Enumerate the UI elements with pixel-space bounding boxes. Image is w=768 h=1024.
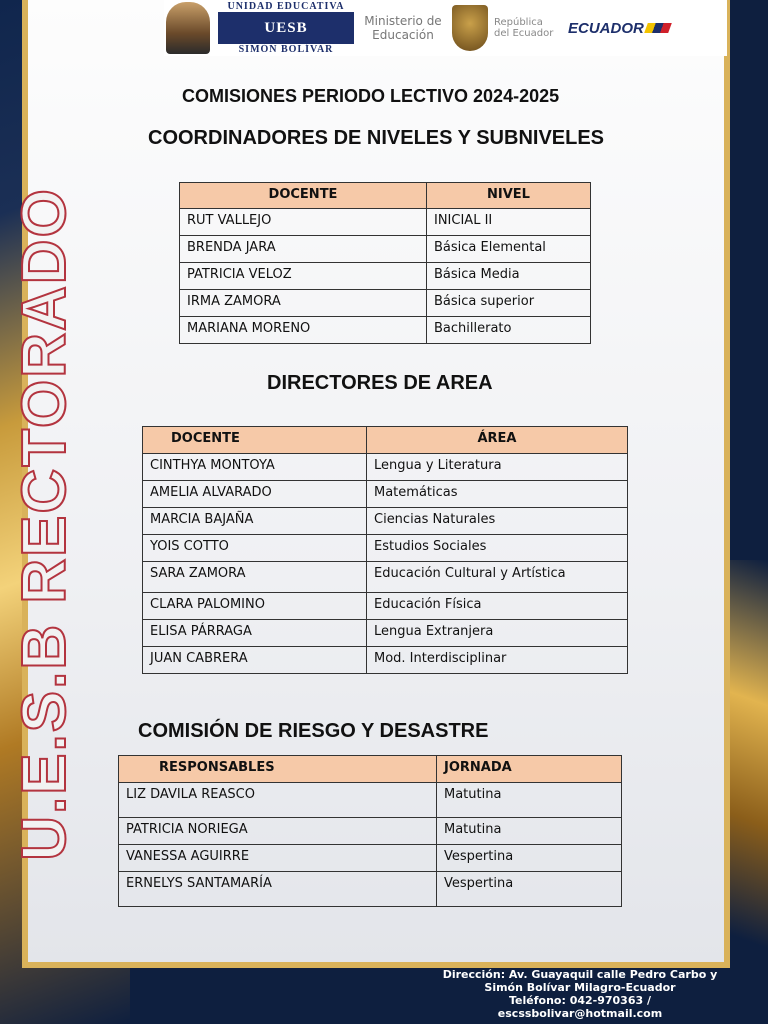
table-row — [143, 454, 628, 481]
docente-cell: YOIS COTTO — [143, 535, 367, 562]
school-line3: SIMÓN BOLÍVAR — [218, 44, 354, 55]
docente-cell: IRMA ZAMORA — [180, 290, 427, 317]
footer-phone: Teléfono: 042-970363 / escssbolivar@hotmail.com — [497, 994, 663, 1020]
jornada-cell: Vespertina — [437, 872, 622, 907]
column-header-responsables: RESPONSABLES — [119, 756, 437, 783]
coordinadores-table — [179, 182, 591, 344]
table-row — [119, 783, 622, 818]
column-header-area: ÁREA — [367, 427, 628, 454]
table-row — [180, 236, 591, 263]
comision-title: COMISIÓN DE RIESGO Y DESASTRE — [138, 720, 489, 742]
table-row — [180, 209, 591, 236]
responsable-cell: VANESSA AGUIRRE — [119, 845, 437, 872]
table-row — [143, 620, 628, 647]
jornada-cell: Vespertina — [437, 845, 622, 872]
area-cell: Ciencias Naturales — [367, 508, 628, 535]
coordinadores-title: COORDINADORES DE NIVELES Y SUBNIVELES — [148, 127, 605, 149]
docente-cell: RUT VALLEJO — [180, 209, 427, 236]
column-header-jornada: JORNADA — [437, 756, 622, 783]
area-cell: Estudios Sociales — [367, 535, 628, 562]
table-row — [143, 508, 628, 535]
column-header-docente: DOCENTE — [180, 183, 427, 209]
table-header-row — [143, 427, 628, 454]
footer-contact — [430, 968, 730, 1020]
table-header-row — [180, 183, 591, 209]
table-row — [143, 593, 628, 620]
table-row — [180, 290, 591, 317]
docente-cell: AMELIA ALVARADO — [143, 481, 367, 508]
nivel-cell: Básica superior — [427, 290, 591, 317]
coat-of-arms-icon — [452, 5, 488, 51]
table-row — [143, 535, 628, 562]
footer-address: Dirección: Av. Guayaquil calle Pedro Carbo y Simón Bolívar Milagro-Ecuador — [442, 968, 718, 994]
table-row — [119, 818, 622, 845]
column-header-docente: DOCENTE — [143, 427, 367, 454]
nivel-cell: INICIAL II — [427, 209, 591, 236]
docente-cell: CLARA PALOMINO — [143, 593, 367, 620]
jornada-cell: Matutina — [437, 783, 622, 818]
table-row — [143, 562, 628, 593]
jornada-cell: Matutina — [437, 818, 622, 845]
table-row — [143, 647, 628, 674]
responsable-cell: PATRICIA NORIEGA — [119, 818, 437, 845]
table-row — [119, 872, 622, 907]
comision-table — [118, 755, 622, 907]
table-row — [180, 263, 591, 290]
responsable-cell: ERNELYS SANTAMARÍA — [119, 872, 437, 907]
area-cell: Lengua Extranjera — [367, 620, 628, 647]
school-logo — [218, 1, 354, 55]
republica-logo: República del Ecuador — [494, 17, 554, 39]
area-cell: Matemáticas — [367, 481, 628, 508]
area-cell: Educación Cultural y Artística — [367, 562, 628, 593]
main-title: COMISIONES PERIODO LECTIVO 2024-2025 — [182, 86, 560, 106]
side-title: U.E.S.B RECTORADO — [10, 187, 79, 861]
ecuador-logo — [568, 20, 670, 37]
simon-bolivar-portrait — [166, 2, 210, 54]
directores-title: DIRECTORES DE AREA — [267, 372, 493, 394]
table-row — [143, 481, 628, 508]
header-banner — [164, 0, 727, 56]
flag-stripes-icon — [644, 23, 672, 33]
nivel-cell: Básica Media — [427, 263, 591, 290]
school-line2: UESB — [264, 19, 308, 36]
area-cell: Educación Física — [367, 593, 628, 620]
column-header-nivel: NIVEL — [427, 183, 591, 209]
responsable-cell: LIZ DAVILA REASCO — [119, 783, 437, 818]
nivel-cell: Básica Elemental — [427, 236, 591, 263]
docente-cell: MARCIA BAJAÑA — [143, 508, 367, 535]
docente-cell: ELISA PÁRRAGA — [143, 620, 367, 647]
docente-cell: PATRICIA VELOZ — [180, 263, 427, 290]
area-cell: Mod. Interdisciplinar — [367, 647, 628, 674]
table-row — [180, 317, 591, 344]
docente-cell: CINTHYA MONTOYA — [143, 454, 367, 481]
docente-cell: MARIANA MORENO — [180, 317, 427, 344]
ministerio-logo: Ministerio de Educación — [364, 14, 442, 42]
ecuador-text: ECUADOR — [568, 19, 644, 37]
docente-cell: JUAN CABRERA — [143, 647, 367, 674]
docente-cell: BRENDA JARA — [180, 236, 427, 263]
table-header-row — [119, 756, 622, 783]
nivel-cell: Bachillerato — [427, 317, 591, 344]
area-cell: Lengua y Literatura — [367, 454, 628, 481]
docente-cell: SARA ZAMORA — [143, 562, 367, 593]
table-row — [119, 845, 622, 872]
directores-table — [142, 426, 628, 674]
school-line1: UNIDAD EDUCATIVA — [218, 1, 354, 12]
